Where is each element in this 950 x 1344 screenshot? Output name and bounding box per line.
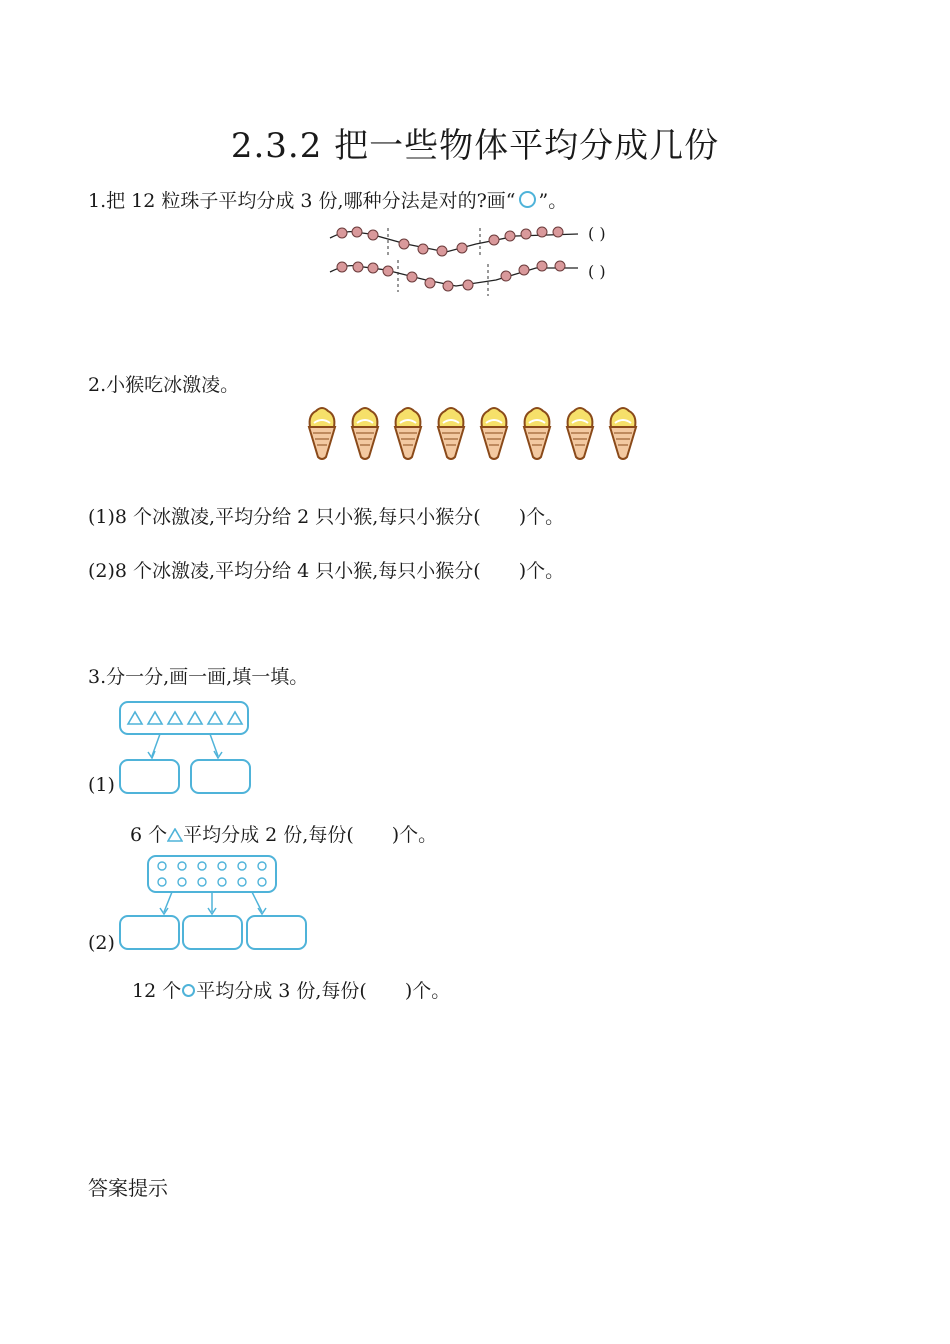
- part-1-pre: 6 个: [130, 824, 168, 846]
- question-3-part-2-text: [132, 976, 450, 1003]
- icecream-icon: [610, 408, 636, 459]
- question-3-part-2-label: (2): [88, 932, 115, 954]
- circle-icon: [519, 191, 536, 208]
- answer-bracket-a[interactable]: ( ): [588, 224, 606, 243]
- part-1-post: 平均分成 2 份,每份( )个。: [183, 824, 438, 846]
- circle-division-diagram: [116, 854, 312, 954]
- part-2-post: 平均分成 3 份,每份( )个。: [196, 980, 451, 1002]
- icecream-icon: [395, 408, 421, 459]
- icecream-icon: [567, 408, 593, 459]
- icecream-icon: [309, 408, 335, 459]
- answer-bracket-b[interactable]: ( ): [588, 262, 606, 281]
- circle-icons: [158, 862, 266, 886]
- question-3-prompt: 3.分一分,画一画,填一填。: [88, 666, 309, 688]
- question-3-part-1-text: [130, 820, 437, 847]
- icecream-icon: [352, 408, 378, 459]
- triangle-icons: [128, 712, 242, 724]
- question-3-part-1-label: (1): [88, 774, 115, 796]
- icecream-icon: [481, 408, 507, 459]
- question-2-prompt: 2.小猴吃冰激凌。: [88, 374, 240, 396]
- question-1-prompt: [88, 186, 567, 213]
- icecream-row: [300, 402, 650, 464]
- part-2-pre: 12 个: [132, 980, 182, 1002]
- icecream-icon: [524, 408, 550, 459]
- answers-heading: 答案提示: [88, 1176, 168, 1200]
- icecream-icon: [438, 408, 464, 459]
- bead-string-b: [337, 261, 565, 291]
- question-1-prompt-after: ”。: [538, 190, 568, 212]
- triangle-division-diagram: [116, 700, 256, 796]
- question-1-prompt-before: 1.把 12 粒珠子平均分成 3 份,哪种分法是对的?画“: [88, 190, 516, 212]
- question-2-part-1: (1)8 个冰激凌,平均分给 2 只小猴,每只小猴分( )个。: [88, 506, 565, 528]
- triangle-icon: [167, 828, 183, 842]
- bead-string-a: [337, 227, 563, 256]
- question-2-part-2: (2)8 个冰激凌,平均分给 4 只小猴,每只小猴分( )个。: [88, 560, 565, 582]
- page-title: 2.3.2 把一些物体平均分成几份: [230, 126, 720, 166]
- circle-icon: [182, 984, 195, 997]
- bead-strings-figure: [326, 220, 586, 300]
